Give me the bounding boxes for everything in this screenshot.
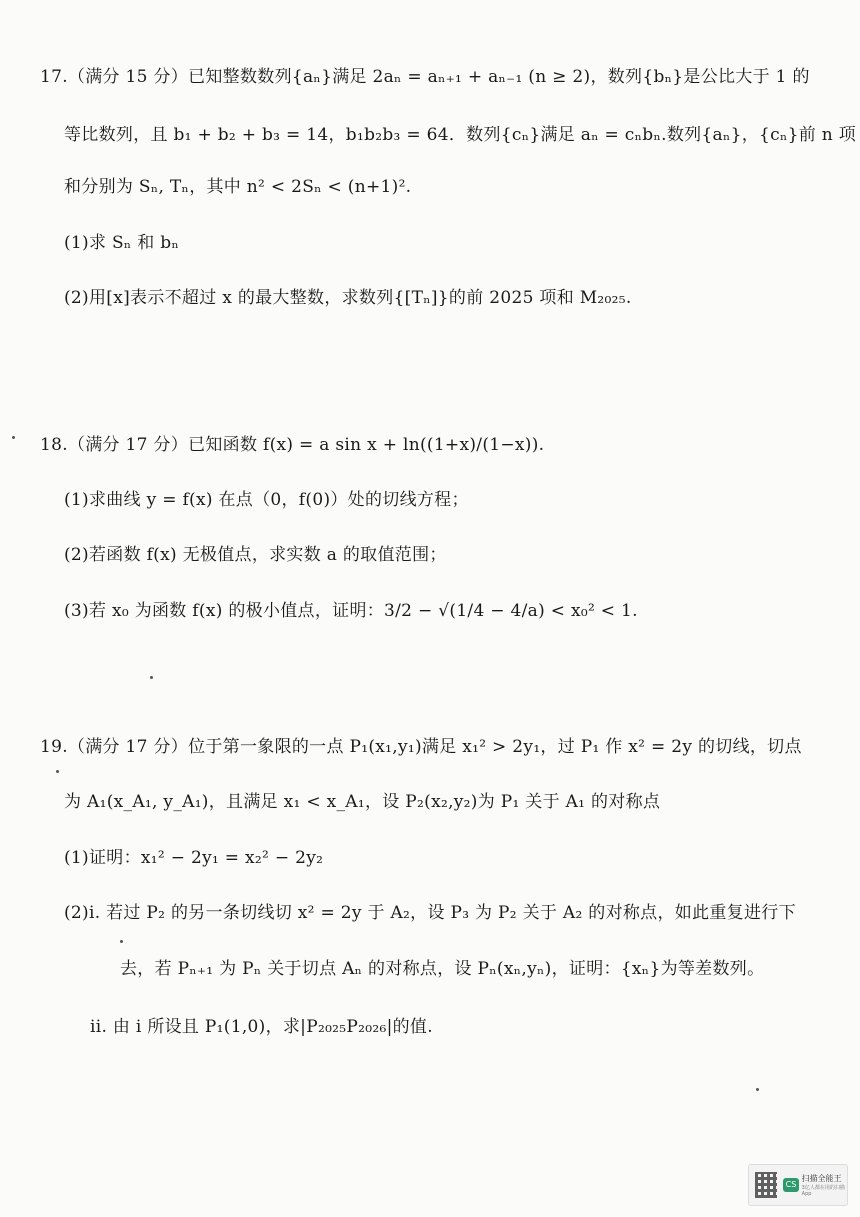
camscanner-logo-icon: CS — [783, 1178, 798, 1192]
q18-part-1: (1)求曲线 y = f(x) 在点（0，f(0)）处的切线方程； — [64, 490, 469, 510]
q19-part-2-i-continued: 去，若 Pₙ₊₁ 为 Pₙ 关于切点 Aₙ 的对称点，设 Pₙ(xₙ,yₙ)，证明：{xₙ}为等差数列。 — [120, 959, 765, 979]
q17-stem-line-1: 17.（满分 15 分）已知整数数列{aₙ}满足 2aₙ = aₙ₊₁ + aₙ₋₁ (n ≥ 2)，数列{bₙ}是公比大于 1 的 — [40, 67, 810, 87]
watermark-subtitle: 3亿人都在用的扫描App — [801, 1185, 845, 1197]
scan-speck — [150, 676, 153, 679]
qr-code-icon — [755, 1172, 777, 1198]
watermark-title: 扫描全能王 — [801, 1174, 842, 1183]
q17-stem-line-3: 和分别为 Sₙ, Tₙ，其中 n² < 2Sₙ < (n+1)². — [64, 177, 412, 197]
q18-stem: 18.（满分 17 分）已知函数 f(x) = a sin x + ln((1+x)/(1−x)). — [40, 435, 545, 455]
q19-stem-line-2: 为 A₁(x_A₁, y_A₁)，且满足 x₁ < x_A₁，设 P₂(x₂,y₂)为 P₁ 关于 A₁ 的对称点 — [64, 792, 661, 812]
scan-speck — [756, 1088, 759, 1091]
q19-stem-line-1: 19.（满分 17 分）位于第一象限的一点 P₁(x₁,y₁)满足 x₁² > 2y₁，过 P₁ 作 x² = 2y 的切线，切点 — [40, 737, 802, 757]
scan-speck — [120, 940, 123, 943]
q18-part-2: (2)若函数 f(x) 无极值点，求实数 a 的取值范围； — [64, 545, 447, 565]
scan-speck — [56, 770, 59, 773]
q18-part-3: (3)若 x₀ 为函数 f(x) 的极小值点，证明：3/2 − √(1/4 − 4/a) < x₀² < 1. — [64, 601, 638, 621]
watermark-text — [802, 1173, 847, 1197]
q17-part-1: (1)求 Sₙ 和 bₙ — [64, 233, 180, 253]
q17-part-2: (2)用[x]表示不超过 x 的最大整数，求数列{[Tₙ]}的前 2025 项和 M₂₀₂₅. — [64, 288, 632, 308]
q19-part-2-i: (2)i. 若过 P₂ 的另一条切线切 x² = 2y 于 A₂，设 P₃ 为 P₂ 关于 A₂ 的对称点，如此重复进行下 — [64, 903, 796, 923]
q17-stem-line-2: 等比数列，且 b₁ + b₂ + b₃ = 14，b₁b₂b₃ = 64．数列{cₙ}满足 aₙ = cₙbₙ.数列{aₙ}，{cₙ}前 n 项 — [64, 125, 857, 145]
q19-part-2-ii: ii. 由 i 所设且 P₁(1,0)，求|P₂₀₂₅P₂₀₂₆|的值. — [90, 1017, 433, 1037]
scanner-watermark-badge — [748, 1164, 848, 1206]
scan-speck — [12, 436, 15, 439]
q19-part-1: (1)证明：x₁² − 2y₁ = x₂² − 2y₂ — [64, 848, 324, 868]
